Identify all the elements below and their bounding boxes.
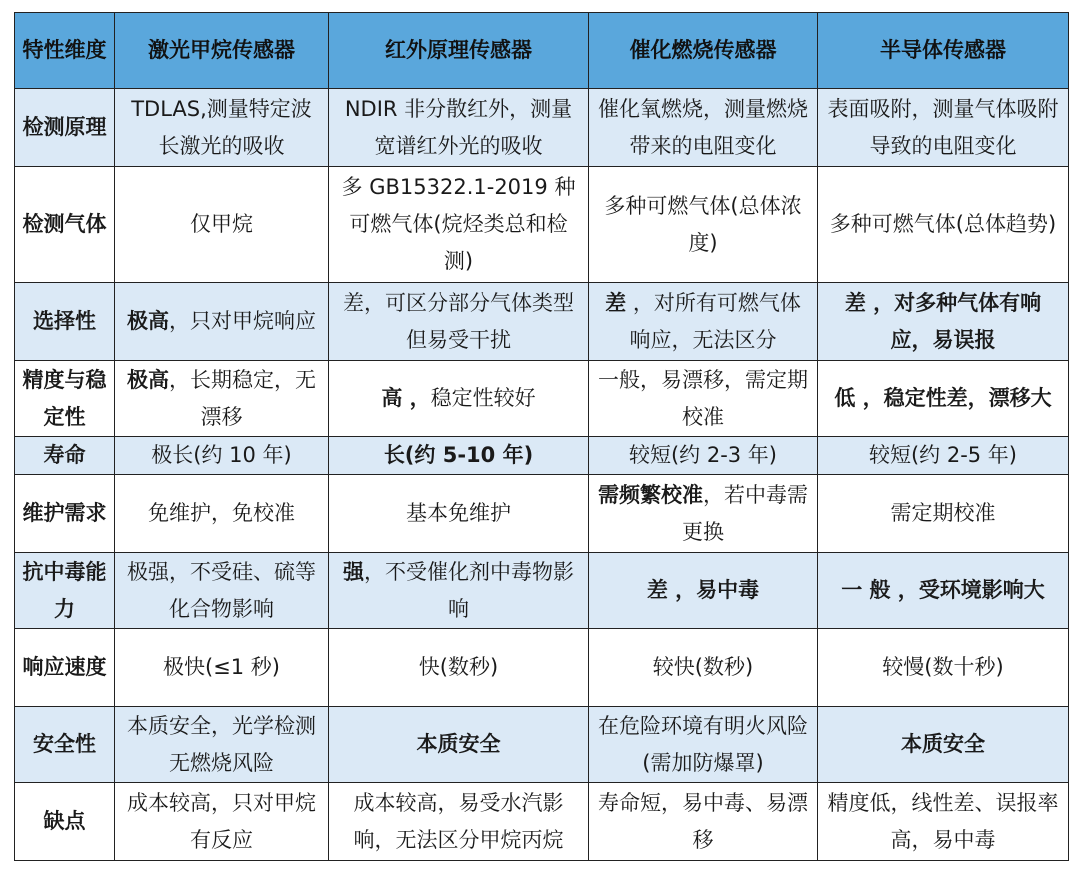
bold-fragment: 极高 [127,367,169,392]
table-cell: 多 GB15322.1-2019 种可燃气体(烷烃类总和检测) [329,167,589,283]
table-cell: 快(数秒) [329,629,589,707]
table-row [15,475,1069,553]
table-cell: 差 ，对所有可燃气体响应，无法区分 [589,283,818,361]
table-row [15,553,1069,629]
table-cell: 精度低，线性差、误报率高，易中毒 [818,783,1069,861]
table-cell: 基本免维护 [329,475,589,553]
table-row [15,167,1069,283]
bold-fragment: 高 ， [381,386,431,410]
table-cell: 极快(≤1 秒) [115,629,329,707]
row-label: 抗中毒能力 [15,553,115,629]
table-cell: 极高，长期稳定，无漂移 [115,361,329,437]
table-cell: 较快(数秒) [589,629,818,707]
header-cell: 催化燃烧传感器 [589,13,818,89]
table-cell: 差 ，易中毒 [589,553,818,629]
table-cell: 差，可区分部分气体类型但易受干扰 [329,283,589,361]
table-cell: 多种可燃气体(总体趋势) [818,167,1069,283]
table-row [15,629,1069,707]
bold-fragment: 差 [605,290,627,315]
header-cell: 红外原理传感器 [329,13,589,89]
table-cell: 需定期校准 [818,475,1069,553]
table-row [15,437,1069,475]
row-label: 选择性 [15,283,115,361]
header-row [15,13,1069,89]
table-row [15,707,1069,783]
table-cell: TDLAS,测量特定波长激光的吸收 [115,89,329,167]
table-cell: 极高，只对甲烷响应 [115,283,329,361]
header-cell: 特性维度 [15,13,115,89]
table-cell: 仅甲烷 [115,167,329,283]
table-cell: 较短(约 2-3 年) [589,437,818,475]
header-cell: 激光甲烷传感器 [115,13,329,89]
table-cell: 长(约 5-10 年) [329,437,589,475]
table-cell: 在危险环境有明火风险(需加防爆罩) [589,707,818,783]
table-row [15,783,1069,861]
table-cell: 高 ，稳定性较好 [329,361,589,437]
table-cell: 需频繁校准，若中毒需更换 [589,475,818,553]
table-cell: 成本较高，易受水汽影响，无法区分甲烷丙烷 [329,783,589,861]
table-cell: 较慢(数十秒) [818,629,1069,707]
table-cell: 表面吸附，测量气体吸附导致的电阻变化 [818,89,1069,167]
table-cell: 一般，易漂移，需定期校准 [589,361,818,437]
table-cell: 催化氧燃烧，测量燃烧带来的电阻变化 [589,89,818,167]
table-cell: 本质安全 [329,707,589,783]
table-cell: 本质安全 [818,707,1069,783]
bold-fragment: 强 [343,559,364,584]
bold-fragment: 需频繁校准 [598,482,703,507]
bold-fragment: 极高 [127,309,169,333]
row-label: 维护需求 [15,475,115,553]
row-label: 安全性 [15,707,115,783]
table-cell: 极强，不受硅、硫等化合物影响 [115,553,329,629]
table-cell: 多种可燃气体(总体浓度) [589,167,818,283]
row-label: 检测原理 [15,89,115,167]
row-label: 寿命 [15,437,115,475]
row-label: 缺点 [15,783,115,861]
table-cell: 极长(约 10 年) [115,437,329,475]
header-cell: 半导体传感器 [818,13,1069,89]
table-row [15,89,1069,167]
table-row [15,283,1069,361]
comparison-table [14,12,1069,861]
table-cell: 强，不受催化剂中毒物影响 [329,553,589,629]
table-row [15,361,1069,437]
table-cell: 免维护，免校准 [115,475,329,553]
table-cell: 差 ，对多种气体有响应，易误报 [818,283,1069,361]
table-cell: 本质安全，光学检测无燃烧风险 [115,707,329,783]
row-label: 响应速度 [15,629,115,707]
table-cell: 一 般 ，受环境影响大 [818,553,1069,629]
table-cell: 较短(约 2-5 年) [818,437,1069,475]
table-cell: 寿命短，易中毒、易漂移 [589,783,818,861]
row-label: 精度与稳定性 [15,361,115,437]
table-cell: NDIR 非分散红外，测量宽谱红外光的吸收 [329,89,589,167]
table-cell: 低 ，稳定性差，漂移大 [818,361,1069,437]
row-label: 检测气体 [15,167,115,283]
table-cell: 成本较高，只对甲烷有反应 [115,783,329,861]
